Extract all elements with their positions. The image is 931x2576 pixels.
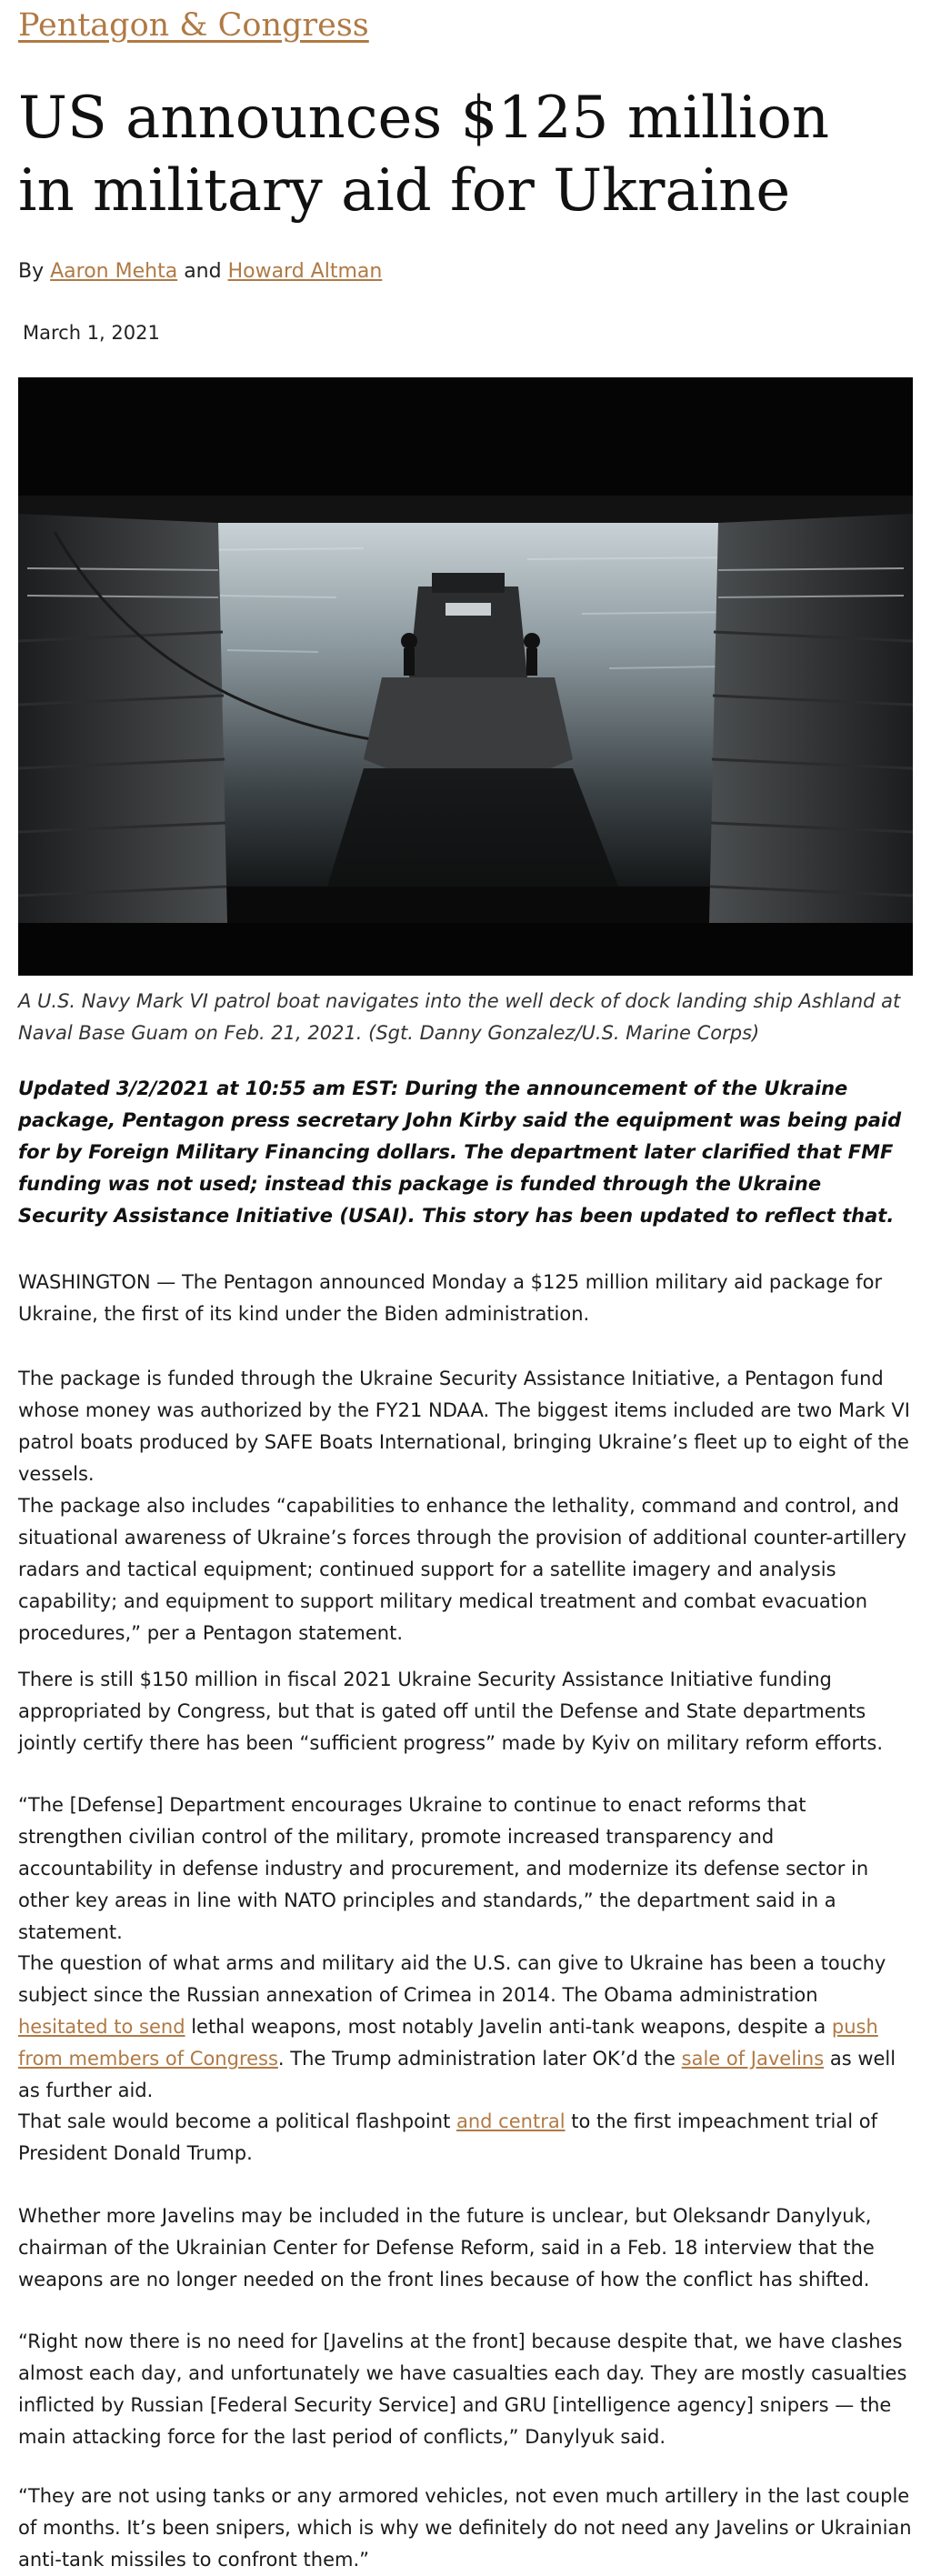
paragraph-6 xyxy=(18,1948,913,2107)
patrol-boat-well-deck-image xyxy=(18,377,913,976)
paragraph-7 xyxy=(18,2106,913,2170)
byline xyxy=(18,260,382,283)
paragraph-6-text-4: as well as further aid. xyxy=(18,2048,896,2101)
paragraph-7-text-1: That sale would become a political flashpoint xyxy=(18,2110,456,2132)
photo-caption: A U.S. Navy Mark VI patrol boat navigates into the well deck of dock landing ship Ashland at Naval Base Guam on Feb. 21, 2021. (Sgt. Danny Gonzalez/U.S. Marine Corps) xyxy=(18,990,901,1044)
paragraph-1: WASHINGTON — The Pentagon announced Monday a $125 million military aid package for Ukraine, the first of its kind under the Biden administration. xyxy=(18,1271,883,1325)
author-link-howard-altman[interactable]: Howard Altman xyxy=(227,260,383,283)
paragraph-3: The package also includes “capabilities to enhance the lethality, command and control, and situational awareness of Ukraine’s forces through the provision of additional counter-artillery radars and tactical equipment; continued support for a satellite imagery and analysis capability; and equipment to support military medical treatment and combat evacuation procedures,” per a Pentagon statement. xyxy=(18,1495,907,1644)
link-hesitated-to-send[interactable]: hesitated to send xyxy=(18,2016,185,2038)
paragraph-10: “They are not using tanks or any armored vehicles, not even much artillery in the last couple of months. It’s been snipers, which is why we definitely do not need any Javelins or Ukrainian anti-tank missiles to confront them.” xyxy=(18,2485,912,2571)
byline-joiner: and xyxy=(184,260,222,283)
headline: US announces $125 million in military aid for Ukraine xyxy=(18,85,830,225)
paragraph-6-text-1: The question of what arms and military aid the U.S. can give to Ukraine has been a touchy subject since the Russian annexation of Crimea in 2014. The Obama administration xyxy=(18,1952,886,2006)
paragraph-5: “The [Defense] Department encourages Ukraine to continue to enact reforms that strengthen civilian control of the military, promote increased transparency and accountability in defense industry and procurement, and modernize its defense sector in other key areas in line with NATO principles and standards,” the department said in a statement. xyxy=(18,1794,869,1943)
publish-date: March 1, 2021 xyxy=(23,322,160,344)
update-note: Updated 3/2/2021 at 10:55 am EST: During the announcement of the Ukraine package, Pentagon press secretary John Kirby said the equipment was being paid for by Foreign Military Financing dollars. The department later clarified that FMF funding was not used; instead this package is funded through the Ukraine Security Assistance Initiative (USAI). This story has been updated to reflect that. xyxy=(18,1078,902,1227)
link-push-from-congress[interactable]: push from members of Congress xyxy=(18,2016,878,2070)
paragraph-9: “Right now there is no need for [Javelins at the front] because despite that, we have clashes almost each day, and unfortunately we have casualties each day. They are mostly casualties inflicted by Russian [Federal Security Service] and GRU [intelligence agency] snipers — the main attacking force for the last period of conflicts,” Danylyuk said. xyxy=(18,2330,907,2448)
article-photo xyxy=(18,377,913,976)
author-link-aaron-mehta[interactable]: Aaron Mehta xyxy=(50,260,178,283)
paragraph-7-text-2: to the first impeachment trial of President Donald Trump. xyxy=(18,2110,877,2164)
paragraph-4: There is still $150 million in fiscal 2021 Ukraine Security Assistance Initiative funding appropriated by Congress, but that is gated off until the Defense and State departments jointly certify there has been “sufficient progress” made by Kyiv on military reform efforts. xyxy=(18,1669,884,1754)
category-link[interactable]: Pentagon & Congress xyxy=(18,7,369,44)
byline-prefix: By xyxy=(18,260,45,283)
paragraph-6-text-3: . The Trump administration later OK’d the xyxy=(277,2048,682,2070)
paragraph-2: The package is funded through the Ukraine Security Assistance Initiative, a Pentagon fund whose money was authorized by the FY21 NDAA. The biggest items included are two Mark VI patrol boats produced by SAFE Boats International, bringing Ukraine’s fleet up to eight of the vessels. xyxy=(18,1368,910,1485)
paragraph-6-text-2: lethal weapons, most notably Javelin anti-tank weapons, despite a xyxy=(185,2016,832,2038)
link-sale-of-javelins[interactable]: sale of Javelins xyxy=(681,2048,825,2070)
paragraph-8: Whether more Javelins may be included in the future is unclear, but Oleksandr Danylyuk, chairman of the Ukrainian Center for Defense Reform, said in a Feb. 18 interview that the weapons are no longer needed on the front lines because of how the conflict has shifted. xyxy=(18,2205,875,2290)
link-and-central[interactable]: and central xyxy=(456,2110,566,2132)
